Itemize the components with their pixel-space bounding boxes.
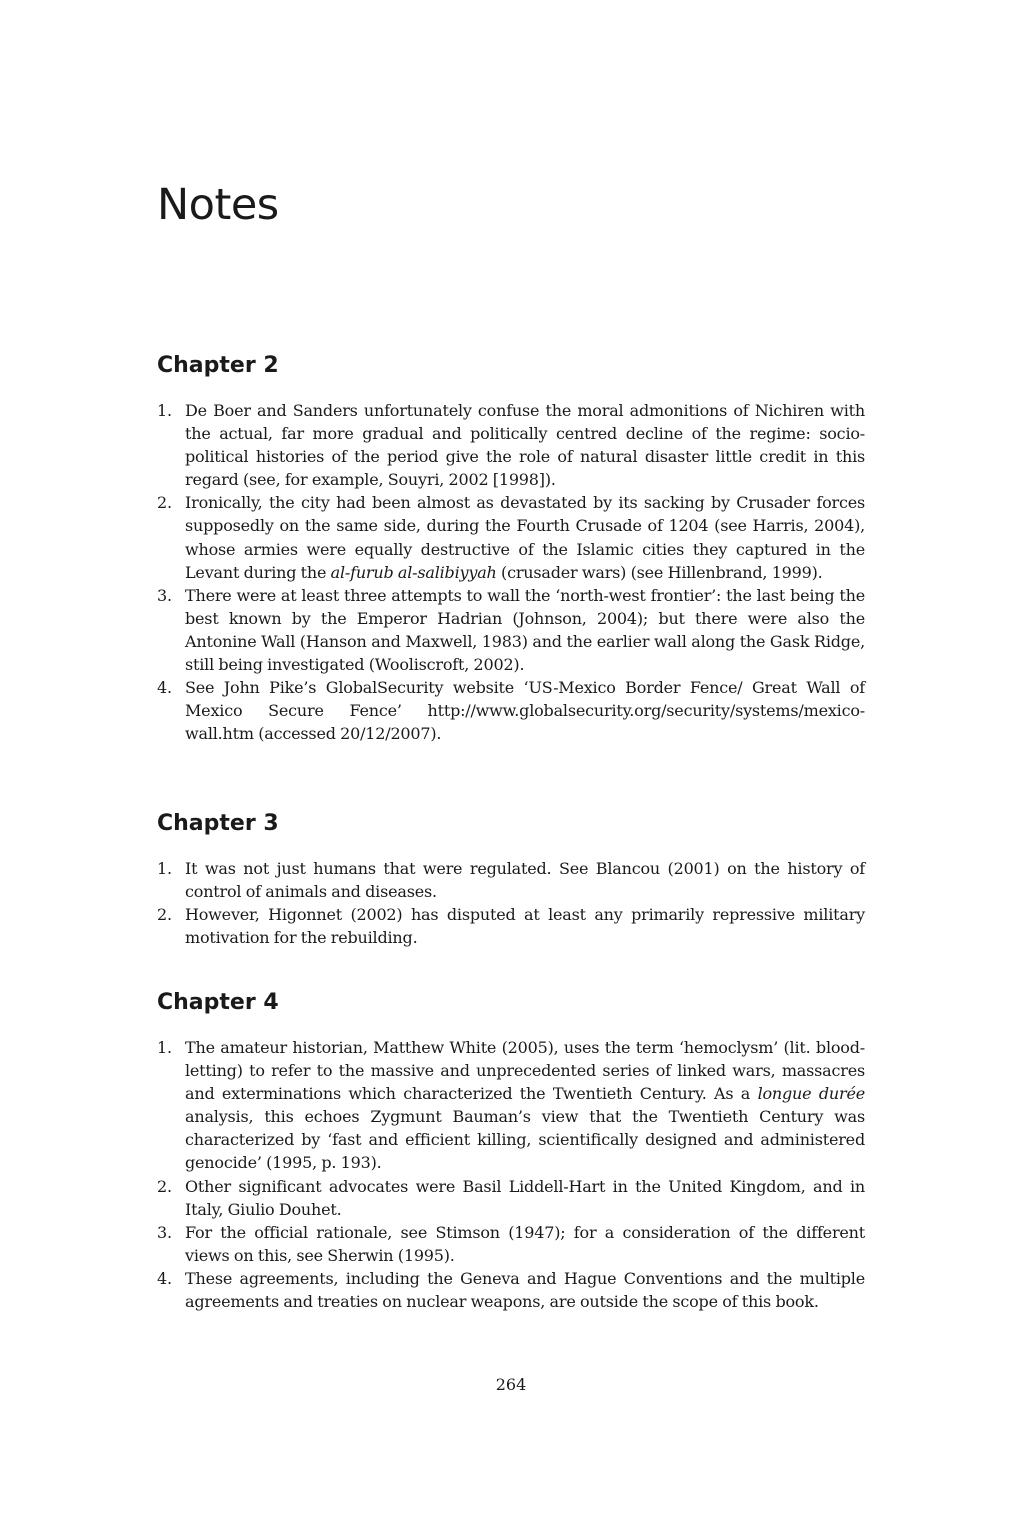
book-page [157, 0, 865, 1536]
note-number: 2. [157, 1176, 172, 1196]
note-item [157, 676, 865, 745]
note-text: It was not just humans that were regulated. See Blancou (2001) on the history of control of animals and diseases. [185, 859, 865, 902]
note-item [157, 1036, 865, 1175]
note-number: 1. [157, 401, 172, 420]
note-text: Ironically, the city had been almost as devastated by its sacking by Crusader forces supposedly on the same side, during the Fourth Crusade of 1204 (see Harris, 2004), whose armies were equally destructive of the Islamic cities they captured in the Levant during the al-furub al-salibiyyah (crusader wars) (see Hillenbrand, 1999). [185, 493, 865, 582]
note-item [157, 399, 865, 491]
note-number: 4. [157, 678, 172, 698]
note-item [157, 1175, 865, 1221]
note-text: De Boer and Sanders unfortunately confuse the moral admonitions of Nichiren with the actual, far more gradual and politically centred decline of the regime: socio-political histories of the period give the role of natural disaster little credit in this regard (see, for example, Souyri, 2002 [1998]). [185, 401, 865, 490]
notes-list [157, 399, 865, 745]
notes-list [157, 1036, 865, 1313]
note-number: 3. [157, 585, 172, 605]
chapter-heading: Chapter 3 [157, 811, 279, 836]
note-item [157, 857, 865, 903]
note-number: 4. [157, 1268, 172, 1288]
note-item [157, 1221, 865, 1267]
chapter-2-section [157, 352, 865, 745]
note-text: See John Pike’s GlobalSecurity website ‘US-Mexico Border Fence/ Great Wall of Mexico Secure Fence’ http://www.globalsecurity.org/security/systems/mexico-wall.htm (accessed 20/12/2007). [185, 678, 865, 744]
chapter-3-section [157, 810, 865, 949]
note-number: 1. [157, 859, 172, 878]
note-number: 1. [157, 1038, 172, 1057]
note-number: 2. [157, 905, 172, 925]
note-number: 2. [157, 493, 172, 513]
note-item [157, 903, 865, 949]
chapter-heading: Chapter 2 [157, 353, 279, 378]
note-text: There were at least three attempts to wall the ‘north-west frontier’: the last being the best known by the Emperor Hadrian (Johnson, 2004); but there were also the Antonine Wall (Hanson and Maxwell, 1983) and the earlier wall along the Gask Ridge, still being investigated (Wooliscroft, 2002). [185, 585, 865, 675]
note-text: Other significant advocates were Basil Liddell-Hart in the United Kingdom, and in Italy, Giulio Douhet. [185, 1176, 865, 1219]
notes-list [157, 857, 865, 949]
note-text: These agreements, including the Geneva and Hague Conventions and the multiple agreements and treaties on nuclear weapons, are outside the scope of this book. [185, 1268, 865, 1312]
page-title: Notes [157, 180, 279, 230]
note-text: However, Higonnet (2002) has disputed at least any primarily repressive military motivation for the rebuilding. [185, 905, 865, 948]
note-number: 3. [157, 1222, 172, 1242]
note-item [157, 584, 865, 676]
chapter-4-section [157, 989, 865, 1313]
note-text: The amateur historian, Matthew White (2005), uses the term ‘hemoclysm’ (lit. blood-letting) to refer to the massive and unprecedented series of linked wars, massacres and exterminations which characterized the Twentieth Century. As a longue durée analysis, this echoes Zygmunt Bauman’s view that the Twentieth Century was characterized by ‘fast and efficient killing, scientifically designed and administered genocide’ (1995, p. 193). [185, 1038, 865, 1173]
note-item [157, 491, 865, 583]
note-item [157, 1267, 865, 1313]
chapter-heading: Chapter 4 [157, 990, 279, 1015]
note-text: For the official rationale, see Stimson (1947); for a consideration of the different views on this, see Sherwin (1995). [185, 1222, 865, 1265]
page-number: 264 [495, 1375, 527, 1394]
